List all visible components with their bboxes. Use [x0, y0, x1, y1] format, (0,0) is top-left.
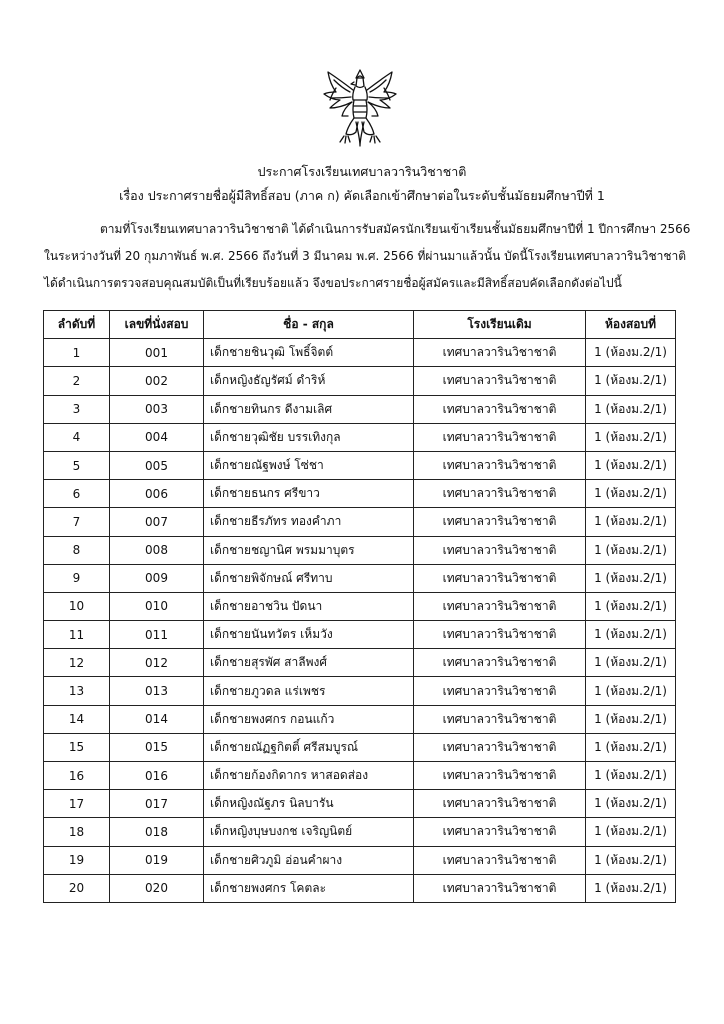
- order-cell: 19: [44, 846, 110, 874]
- school-cell: เทศบาลวารินวิชาชาติ: [414, 733, 586, 761]
- room-cell: 1 (ห้องม.2/1): [586, 395, 676, 423]
- seat-number-cell: 003: [110, 395, 204, 423]
- school-cell: เทศบาลวารินวิชาชาติ: [414, 564, 586, 592]
- name-cell: เด็กชายทินกร ดีงามเลิศ: [204, 395, 414, 423]
- seat-number-cell: 009: [110, 564, 204, 592]
- name-cell: เด็กชายวุฒิชัย บรรเทิงกุล: [204, 423, 414, 451]
- room-cell: 1 (ห้องม.2/1): [586, 790, 676, 818]
- table-row: [44, 367, 676, 395]
- table-row: [44, 480, 676, 508]
- announcement-subject: เรื่อง ประกาศรายชื่อผู้มีสิทธิ์สอบ (ภาค ก) คัดเลือกเข้าศึกษาต่อในระดับชั้นมัธยมศึกษาปีที่ 1: [119, 188, 605, 203]
- seat-number-cell: 020: [110, 874, 204, 902]
- order-cell: 8: [44, 536, 110, 564]
- order-cell: 11: [44, 621, 110, 649]
- room-cell: 1 (ห้องม.2/1): [586, 621, 676, 649]
- room-cell: 1 (ห้องม.2/1): [586, 649, 676, 677]
- col-header-seat: เลขที่นั่งสอบ: [110, 311, 204, 339]
- school-cell: เทศบาลวารินวิชาชาติ: [414, 677, 586, 705]
- room-cell: 1 (ห้องม.2/1): [586, 451, 676, 479]
- name-cell: เด็กชายณัฏฐกิตติ์ ศรีสมบูรณ์: [204, 733, 414, 761]
- order-cell: 13: [44, 677, 110, 705]
- order-cell: 18: [44, 818, 110, 846]
- order-cell: 17: [44, 790, 110, 818]
- seat-number-cell: 018: [110, 818, 204, 846]
- order-cell: 3: [44, 395, 110, 423]
- order-cell: 1: [44, 339, 110, 367]
- room-cell: 1 (ห้องม.2/1): [586, 367, 676, 395]
- room-cell: 1 (ห้องม.2/1): [586, 339, 676, 367]
- order-cell: 5: [44, 451, 110, 479]
- table-row: [44, 705, 676, 733]
- seat-number-cell: 008: [110, 536, 204, 564]
- table-row: [44, 423, 676, 451]
- name-cell: เด็กชายพงศกร โคตละ: [204, 874, 414, 902]
- col-header-order: ลำดับที่: [44, 311, 110, 339]
- name-cell: เด็กชายก้องกิดากร หาสอดส่อง: [204, 762, 414, 790]
- name-cell: เด็กชายธีรภัทร ทองคำภา: [204, 508, 414, 536]
- school-cell: เทศบาลวารินวิชาชาติ: [414, 705, 586, 733]
- col-header-name: ชื่อ - สกุล: [204, 311, 414, 339]
- room-cell: 1 (ห้องม.2/1): [586, 705, 676, 733]
- garuda-emblem-icon: [318, 66, 402, 150]
- name-cell: เด็กชายธนกร ศรีขาว: [204, 480, 414, 508]
- name-cell: เด็กชายศิวภูมิ อ่อนคำผาง: [204, 846, 414, 874]
- table-row: [44, 536, 676, 564]
- table-row: [44, 762, 676, 790]
- seat-number-cell: 011: [110, 621, 204, 649]
- table-row: [44, 395, 676, 423]
- school-cell: เทศบาลวารินวิชาชาติ: [414, 818, 586, 846]
- order-cell: 20: [44, 874, 110, 902]
- seat-number-cell: 001: [110, 339, 204, 367]
- body-line-3: ได้ดำเนินการตรวจสอบคุณสมบัติเป็นที่เรียบร้อยแล้ว จึงขอประกาศรายชื่อผู้สมัครและมีสิทธิ์สอบคัดเลือกดังต่อไปนี้: [44, 276, 622, 290]
- school-cell: เทศบาลวารินวิชาชาติ: [414, 621, 586, 649]
- seat-number-cell: 019: [110, 846, 204, 874]
- room-cell: 1 (ห้องม.2/1): [586, 592, 676, 620]
- seat-number-cell: 013: [110, 677, 204, 705]
- table-row: [44, 508, 676, 536]
- room-cell: 1 (ห้องม.2/1): [586, 677, 676, 705]
- table-row: [44, 564, 676, 592]
- body-line-1: ตามที่โรงเรียนเทศบาลวารินวิชาชาติ ได้ดำเนินการรับสมัครนักเรียนเข้าเรียนชั้นมัธยมศึกษาปีที่ 1 ปีการศึกษา 2566: [100, 222, 691, 236]
- seat-number-cell: 015: [110, 733, 204, 761]
- order-cell: 15: [44, 733, 110, 761]
- school-cell: เทศบาลวารินวิชาชาติ: [414, 423, 586, 451]
- name-cell: เด็กหญิงธัญรัศม์ ดำริห์: [204, 367, 414, 395]
- table-row: [44, 621, 676, 649]
- order-cell: 14: [44, 705, 110, 733]
- seat-number-cell: 007: [110, 508, 204, 536]
- col-header-room: ห้องสอบที่: [586, 311, 676, 339]
- room-cell: 1 (ห้องม.2/1): [586, 874, 676, 902]
- seat-number-cell: 006: [110, 480, 204, 508]
- school-cell: เทศบาลวารินวิชาชาติ: [414, 508, 586, 536]
- candidate-table: [43, 310, 676, 903]
- seat-number-cell: 010: [110, 592, 204, 620]
- name-cell: เด็กชายณัฐพงษ์ โซ่ชา: [204, 451, 414, 479]
- name-cell: เด็กชายนันทวัตร เห็มวัง: [204, 621, 414, 649]
- school-cell: เทศบาลวารินวิชาชาติ: [414, 846, 586, 874]
- table-body: [44, 339, 676, 903]
- table-row: [44, 874, 676, 902]
- name-cell: เด็กชายชญานิศ พรมมาบุตร: [204, 536, 414, 564]
- room-cell: 1 (ห้องม.2/1): [586, 762, 676, 790]
- school-cell: เทศบาลวารินวิชาชาติ: [414, 395, 586, 423]
- order-cell: 12: [44, 649, 110, 677]
- school-cell: เทศบาลวารินวิชาชาติ: [414, 480, 586, 508]
- order-cell: 6: [44, 480, 110, 508]
- name-cell: เด็กชายสุรพัศ สาลีพงศ์: [204, 649, 414, 677]
- order-cell: 7: [44, 508, 110, 536]
- seat-number-cell: 012: [110, 649, 204, 677]
- seat-number-cell: 016: [110, 762, 204, 790]
- room-cell: 1 (ห้องม.2/1): [586, 818, 676, 846]
- table-header-row: [44, 311, 676, 339]
- school-cell: เทศบาลวารินวิชาชาติ: [414, 762, 586, 790]
- name-cell: เด็กหญิงณัฐภร นิลบารัน: [204, 790, 414, 818]
- body-line-2: ในระหว่างวันที่ 20 กุมภาพันธ์ พ.ศ. 2566 ถึงวันที่ 3 มีนาคม พ.ศ. 2566 ที่ผ่านมาแล้วนั้น บัดนี้โรงเรียนเทศบาลวารินวิชาชาติ: [44, 249, 686, 263]
- order-cell: 2: [44, 367, 110, 395]
- name-cell: เด็กชายพิจักษณ์ ศรีทาบ: [204, 564, 414, 592]
- school-cell: เทศบาลวารินวิชาชาติ: [414, 339, 586, 367]
- table-row: [44, 339, 676, 367]
- name-cell: เด็กชายภูวดล แร่เพชร: [204, 677, 414, 705]
- order-cell: 9: [44, 564, 110, 592]
- announcement-title: ประกาศโรงเรียนเทศบาลวารินวิชาชาติ: [257, 164, 467, 179]
- room-cell: 1 (ห้องม.2/1): [586, 733, 676, 761]
- name-cell: เด็กหญิงบุษบงกช เจริญนิตย์: [204, 818, 414, 846]
- name-cell: เด็กชายพงศกร กอนแก้ว: [204, 705, 414, 733]
- name-cell: เด็กชายชินวุฒิ โพธิ์จิตต์: [204, 339, 414, 367]
- table-row: [44, 733, 676, 761]
- room-cell: 1 (ห้องม.2/1): [586, 508, 676, 536]
- school-cell: เทศบาลวารินวิชาชาติ: [414, 367, 586, 395]
- name-cell: เด็กชายอาชวิน ปัดนา: [204, 592, 414, 620]
- room-cell: 1 (ห้องม.2/1): [586, 846, 676, 874]
- table-row: [44, 846, 676, 874]
- seat-number-cell: 005: [110, 451, 204, 479]
- table-row: [44, 818, 676, 846]
- col-header-school: โรงเรียนเดิม: [414, 311, 586, 339]
- seat-number-cell: 014: [110, 705, 204, 733]
- seat-number-cell: 004: [110, 423, 204, 451]
- room-cell: 1 (ห้องม.2/1): [586, 480, 676, 508]
- school-cell: เทศบาลวารินวิชาชาติ: [414, 790, 586, 818]
- room-cell: 1 (ห้องม.2/1): [586, 536, 676, 564]
- order-cell: 4: [44, 423, 110, 451]
- school-cell: เทศบาลวารินวิชาชาติ: [414, 536, 586, 564]
- table-row: [44, 790, 676, 818]
- order-cell: 16: [44, 762, 110, 790]
- seat-number-cell: 017: [110, 790, 204, 818]
- room-cell: 1 (ห้องม.2/1): [586, 564, 676, 592]
- school-cell: เทศบาลวารินวิชาชาติ: [414, 874, 586, 902]
- school-cell: เทศบาลวารินวิชาชาติ: [414, 649, 586, 677]
- table-row: [44, 677, 676, 705]
- table-row: [44, 649, 676, 677]
- table-row: [44, 451, 676, 479]
- room-cell: 1 (ห้องม.2/1): [586, 423, 676, 451]
- order-cell: 10: [44, 592, 110, 620]
- school-cell: เทศบาลวารินวิชาชาติ: [414, 451, 586, 479]
- school-cell: เทศบาลวารินวิชาชาติ: [414, 592, 586, 620]
- seat-number-cell: 002: [110, 367, 204, 395]
- table-row: [44, 592, 676, 620]
